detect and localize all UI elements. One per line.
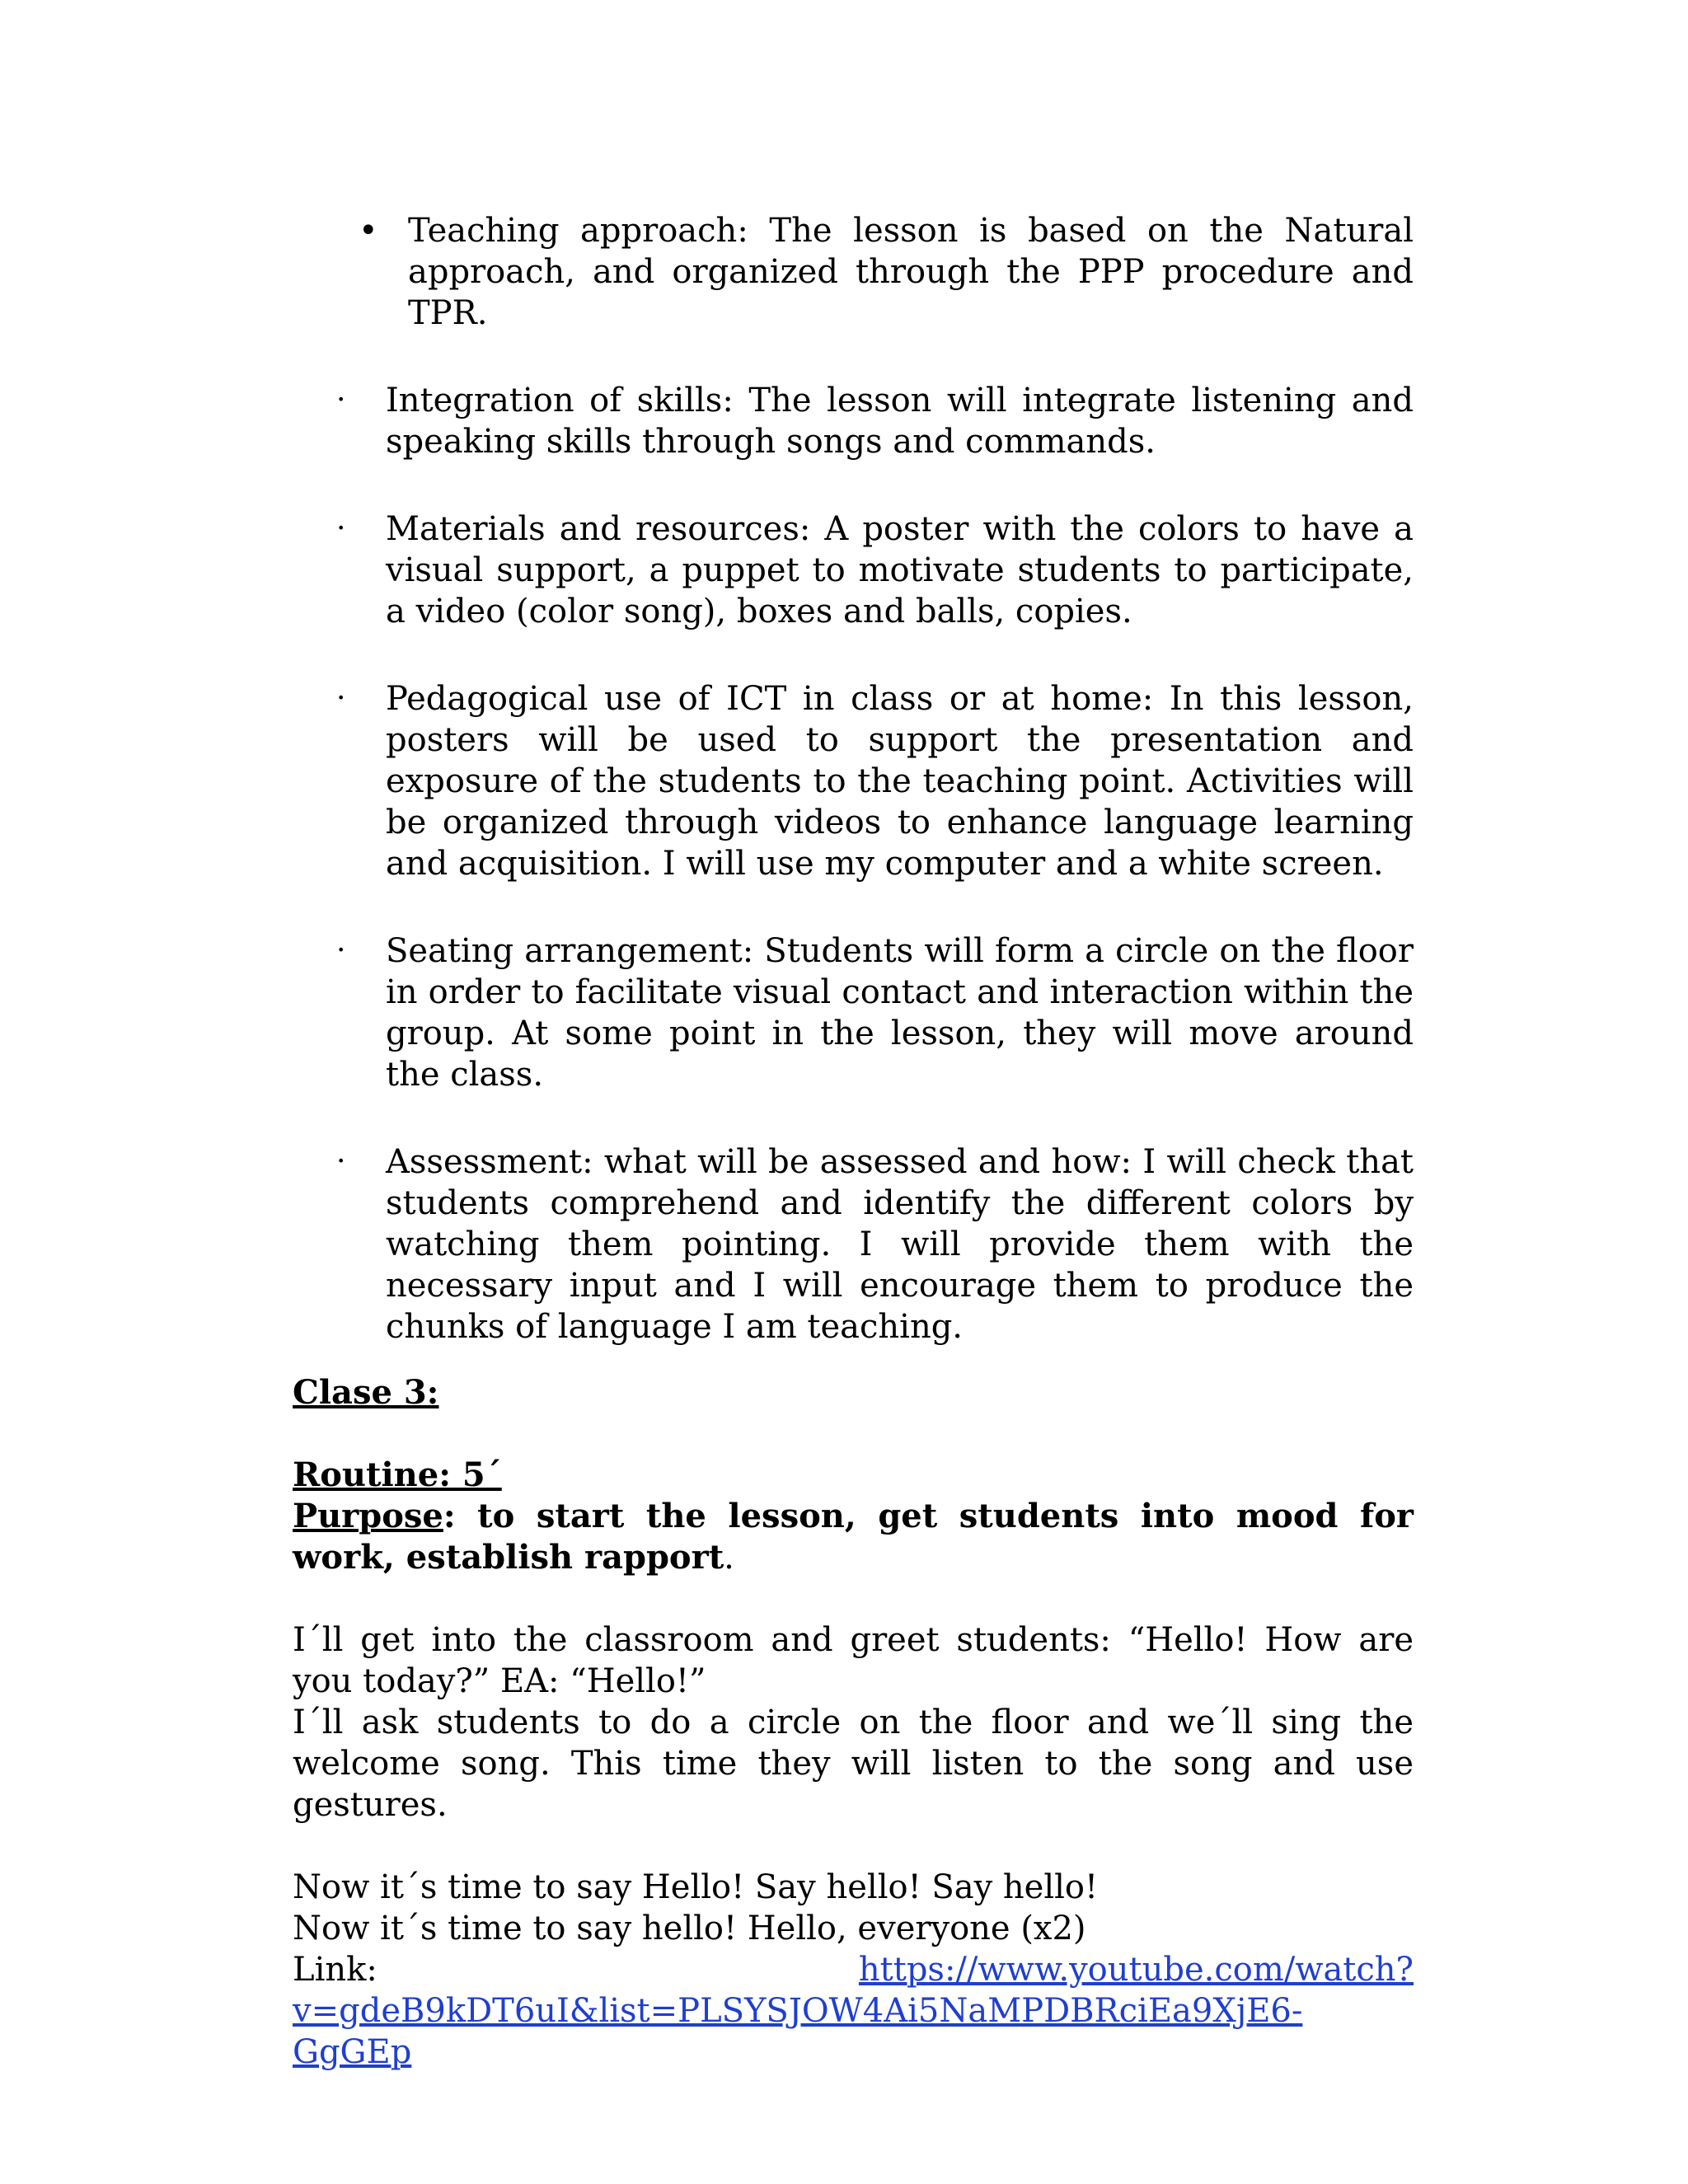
spacer [293, 1825, 1414, 1867]
song-line-1: Now it´s time to say Hello! Say hello! Say hello! [293, 1868, 1099, 1906]
purpose-paragraph [293, 1496, 1414, 1578]
list-item-assessment [293, 1141, 1414, 1347]
bullet-marker: · [336, 512, 346, 546]
link-line [293, 1949, 1414, 1990]
purpose-label: Purpose [293, 1497, 443, 1535]
list-item-text: Seating arrangement: Students will form a circle on the floor in order to facilitate visual contact and interaction within the group. At some point in the lesson, they will move around the class. [386, 932, 1414, 1094]
bullet-marker: · [336, 383, 346, 417]
youtube-link-part2[interactable]: v=gdeB9kDT6uI&list=PLSYSJOW4Ai5NaMPDBRciEa9XjE6-GgGEp [293, 1992, 1303, 2071]
bullet-marker: · [336, 1145, 346, 1179]
list-item-text: Assessment: what will be assessed and how: I will check that students comprehend and identify the different colors by watching them pointing. I will provide them with the necessary input and I will encourage them to produce the chunks of language I am teaching. [386, 1143, 1414, 1346]
link-label: Link: [293, 1951, 377, 1989]
bullet-marker: · [336, 934, 346, 968]
list-item-text: Integration of skills: The lesson will integrate listening and speaking skills through songs and commands. [386, 382, 1414, 461]
greeting-paragraph: I´ll get into the classroom and greet students: “Hello! How are you today?” EA: “Hello!” [293, 1621, 1414, 1700]
purpose-text: : to start the lesson, get students into mood for work, establish rapport [293, 1497, 1414, 1577]
circle-paragraph: I´ll ask students to do a circle on the floor and we´ll sing the welcome song. This time they will listen to the song and use gestures. [293, 1704, 1414, 1824]
list-item-integration [293, 380, 1414, 462]
list-item-materials [293, 509, 1414, 632]
list-item-text: Materials and resources: A poster with the colors to have a visual support, a puppet to motivate students to participate, a video (color song), boxes and balls, copies. [386, 510, 1414, 630]
purpose-end: . [724, 1539, 734, 1577]
bullet-marker: · [336, 682, 346, 715]
bullet-marker: • [359, 212, 378, 250]
link-line-2 [293, 1990, 1414, 2073]
page-content [293, 210, 1414, 2073]
song-line-2: Now it´s time to say hello! Hello, everyone (x2) [293, 1910, 1086, 1947]
list-item-seating [293, 930, 1414, 1095]
routine-heading: Routine: 5´ [293, 1455, 502, 1494]
class-heading: Clase 3: [293, 1373, 439, 1412]
list-item-text: Pedagogical use of ICT in class or at home: In this lesson, posters will be used to support the presentation and exposure of the students to the teaching point. Activities will be organized through videos to enhance language learning and acquisition. I will use my computer and a white screen. [386, 680, 1414, 883]
youtube-link-part1[interactable]: https://www.youtube.com/watch? [858, 1951, 1414, 1989]
bullet-teaching-approach [293, 210, 1414, 334]
list-item-ict [293, 678, 1414, 884]
bullet-text: Teaching approach: The lesson is based on the Natural approach, and organized through the PPP procedure and TPR. [408, 212, 1414, 332]
